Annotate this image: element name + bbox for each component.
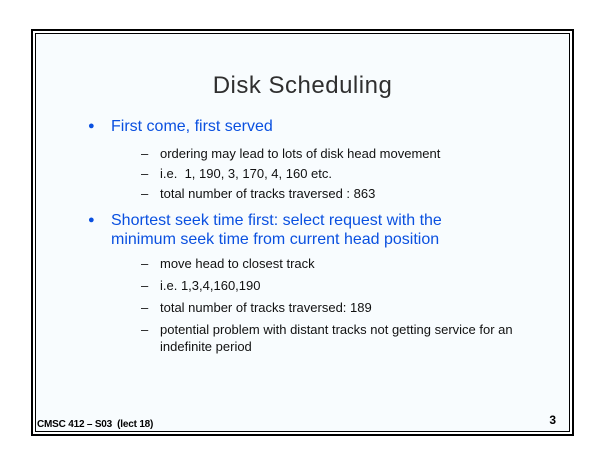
sub-bullet-text: move head to closest track <box>160 256 315 271</box>
sub-bullet-item <box>141 299 569 316</box>
slide-frame <box>31 29 574 436</box>
bullet-item <box>88 117 569 136</box>
dash-icon: – <box>141 166 149 181</box>
dash-icon: – <box>141 278 149 293</box>
sub-bullet-text: total number of tracks traversed: 189 <box>160 300 372 315</box>
bullet-text: Shortest seek time first: select request with the minimum seek time from current head position <box>111 212 447 248</box>
sub-bullet-item <box>141 185 569 202</box>
sub-bullet-list <box>36 255 569 355</box>
sub-bullet-text: i.e. 1, 190, 3, 170, 4, 160 etc. <box>160 166 333 181</box>
sub-bullet-item <box>141 165 569 182</box>
dash-icon: – <box>141 300 149 315</box>
sub-bullet-item <box>141 145 569 162</box>
sub-bullet-item <box>141 321 569 355</box>
slide-canvas <box>35 33 570 432</box>
sub-bullet-text: i.e. 1,3,4,160,190 <box>160 278 261 293</box>
sub-bullet-item <box>141 277 569 294</box>
bullet-item <box>88 211 569 249</box>
slide-footer: CMSC 412 – S03 (lect 18) <box>37 419 154 430</box>
sub-bullet-item <box>141 255 569 272</box>
sub-bullet-text: total number of tracks traversed : 863 <box>160 186 376 201</box>
page-number: 3 <box>549 413 556 427</box>
slide-title: Disk Scheduling <box>212 72 393 99</box>
dash-icon: – <box>141 146 149 161</box>
bullet-group-sstf <box>36 211 569 355</box>
dash-icon: – <box>141 322 149 337</box>
sub-bullet-list <box>36 145 569 202</box>
dash-icon: – <box>141 256 149 271</box>
bullet-group-fcfs <box>36 117 569 202</box>
dash-icon: – <box>141 186 149 201</box>
bullet-dot-icon: ● <box>88 214 95 226</box>
sub-bullet-text: potential problem with distant tracks not getting service for an indefinite period <box>160 322 517 354</box>
sub-bullet-text: ordering may lead to lots of disk head movement <box>160 146 441 161</box>
bullet-text: First come, first served <box>111 118 273 135</box>
bullet-dot-icon: ● <box>88 120 95 132</box>
